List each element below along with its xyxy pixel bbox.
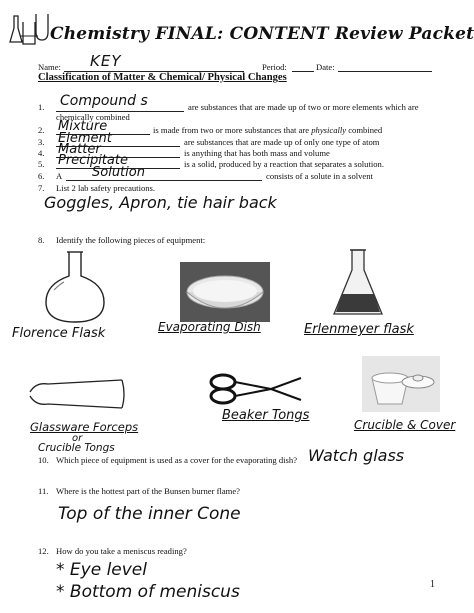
q1-text-continued: chemically combined	[56, 112, 130, 122]
q8-text: Identify the following pieces of equipment:	[56, 235, 206, 245]
q12-answer-1: * Eye level	[56, 560, 147, 580]
q10-answer: Watch glass	[308, 446, 405, 465]
florence-flask-image	[40, 250, 110, 326]
q6-text: consists of a solute in a solvent	[266, 171, 373, 181]
crucible-tongs-label: Crucible Tongs	[38, 442, 115, 454]
q2-number: 2.	[38, 125, 45, 135]
erlenmeyer-flask-image	[330, 248, 386, 318]
period-label: Period:	[262, 62, 287, 72]
q12-number: 12.	[38, 546, 49, 556]
q2-answer: Mixture	[58, 119, 108, 134]
q3-number: 3.	[38, 137, 45, 147]
q1-text: are substances that are made up of two or more elements which are	[188, 102, 419, 112]
q3-answer: Element	[58, 131, 112, 146]
beaker-tongs-image	[205, 372, 305, 406]
q1-number: 1.	[38, 102, 45, 112]
q4-answer: Matter	[58, 142, 101, 157]
q11-text: Where is the hottest part of the Bunsen burner flame?	[56, 486, 240, 496]
evaporating-dish-label: Evaporating Dish	[158, 320, 261, 334]
period-field	[292, 70, 314, 72]
q11-answer: Top of the inner Cone	[58, 504, 241, 524]
section-heading: Classification of Matter & Chemical/ Physical Changes	[38, 72, 287, 83]
q2-text-emphasis: physically	[311, 125, 347, 135]
q2-text	[153, 125, 382, 135]
q6-number: 6.	[38, 171, 45, 181]
q5-text: is a solid, produced by a reaction that separates a solution.	[184, 159, 384, 169]
q3-text: are substances that are made up of only one type of atom	[184, 137, 380, 147]
q5-number: 5.	[38, 159, 45, 169]
crucible-cover-label: Crucible & Cover	[354, 418, 456, 432]
q8-number: 8.	[38, 235, 45, 245]
q10-number: 10.	[38, 455, 49, 465]
q7-number: 7.	[38, 183, 45, 193]
q1-answer: Compound s	[60, 93, 148, 109]
q7-text: List 2 lab safety precautions.	[56, 183, 156, 193]
q2-text-b: combined	[346, 125, 383, 135]
chemistry-logo-icon	[8, 12, 50, 52]
q4-number: 4.	[38, 148, 45, 158]
name-value: KEY	[90, 52, 122, 70]
page-number: 1	[430, 579, 435, 590]
q6-prefix: A	[56, 171, 63, 181]
page-title: Chemistry FINAL: CONTENT Review Packet	[50, 24, 474, 44]
forceps-or-label: or	[72, 433, 83, 444]
q2-text-a: is made from two or more substances that are	[153, 125, 312, 135]
evaporating-dish-image	[180, 262, 270, 322]
date-label: Date:	[316, 62, 335, 72]
crucible-cover-image	[362, 356, 440, 412]
q12-answer-2: * Bottom of meniscus	[56, 582, 240, 602]
q5-answer: Precipitate	[58, 153, 128, 168]
q7-answer: Goggles, Apron, tie hair back	[44, 193, 277, 212]
glassware-forceps-image	[26, 374, 130, 414]
q10-text: Which piece of equipment is used as a cover for the evaporating dish?	[56, 455, 298, 465]
q11-number: 11.	[38, 486, 49, 496]
name-label: Name:	[38, 62, 61, 72]
erlenmeyer-flask-label: Erlenmeyer flask	[304, 322, 414, 337]
beaker-tongs-label: Beaker Tongs	[222, 408, 310, 423]
q6-answer: Solution	[92, 165, 145, 180]
q4-text: is anything that has both mass and volume	[184, 148, 330, 158]
glassware-forceps-label: Glassware Forceps	[30, 420, 139, 434]
date-field	[338, 70, 432, 72]
florence-flask-label: Florence Flask	[12, 326, 106, 341]
q12-text: How do you take a meniscus reading?	[56, 546, 187, 556]
